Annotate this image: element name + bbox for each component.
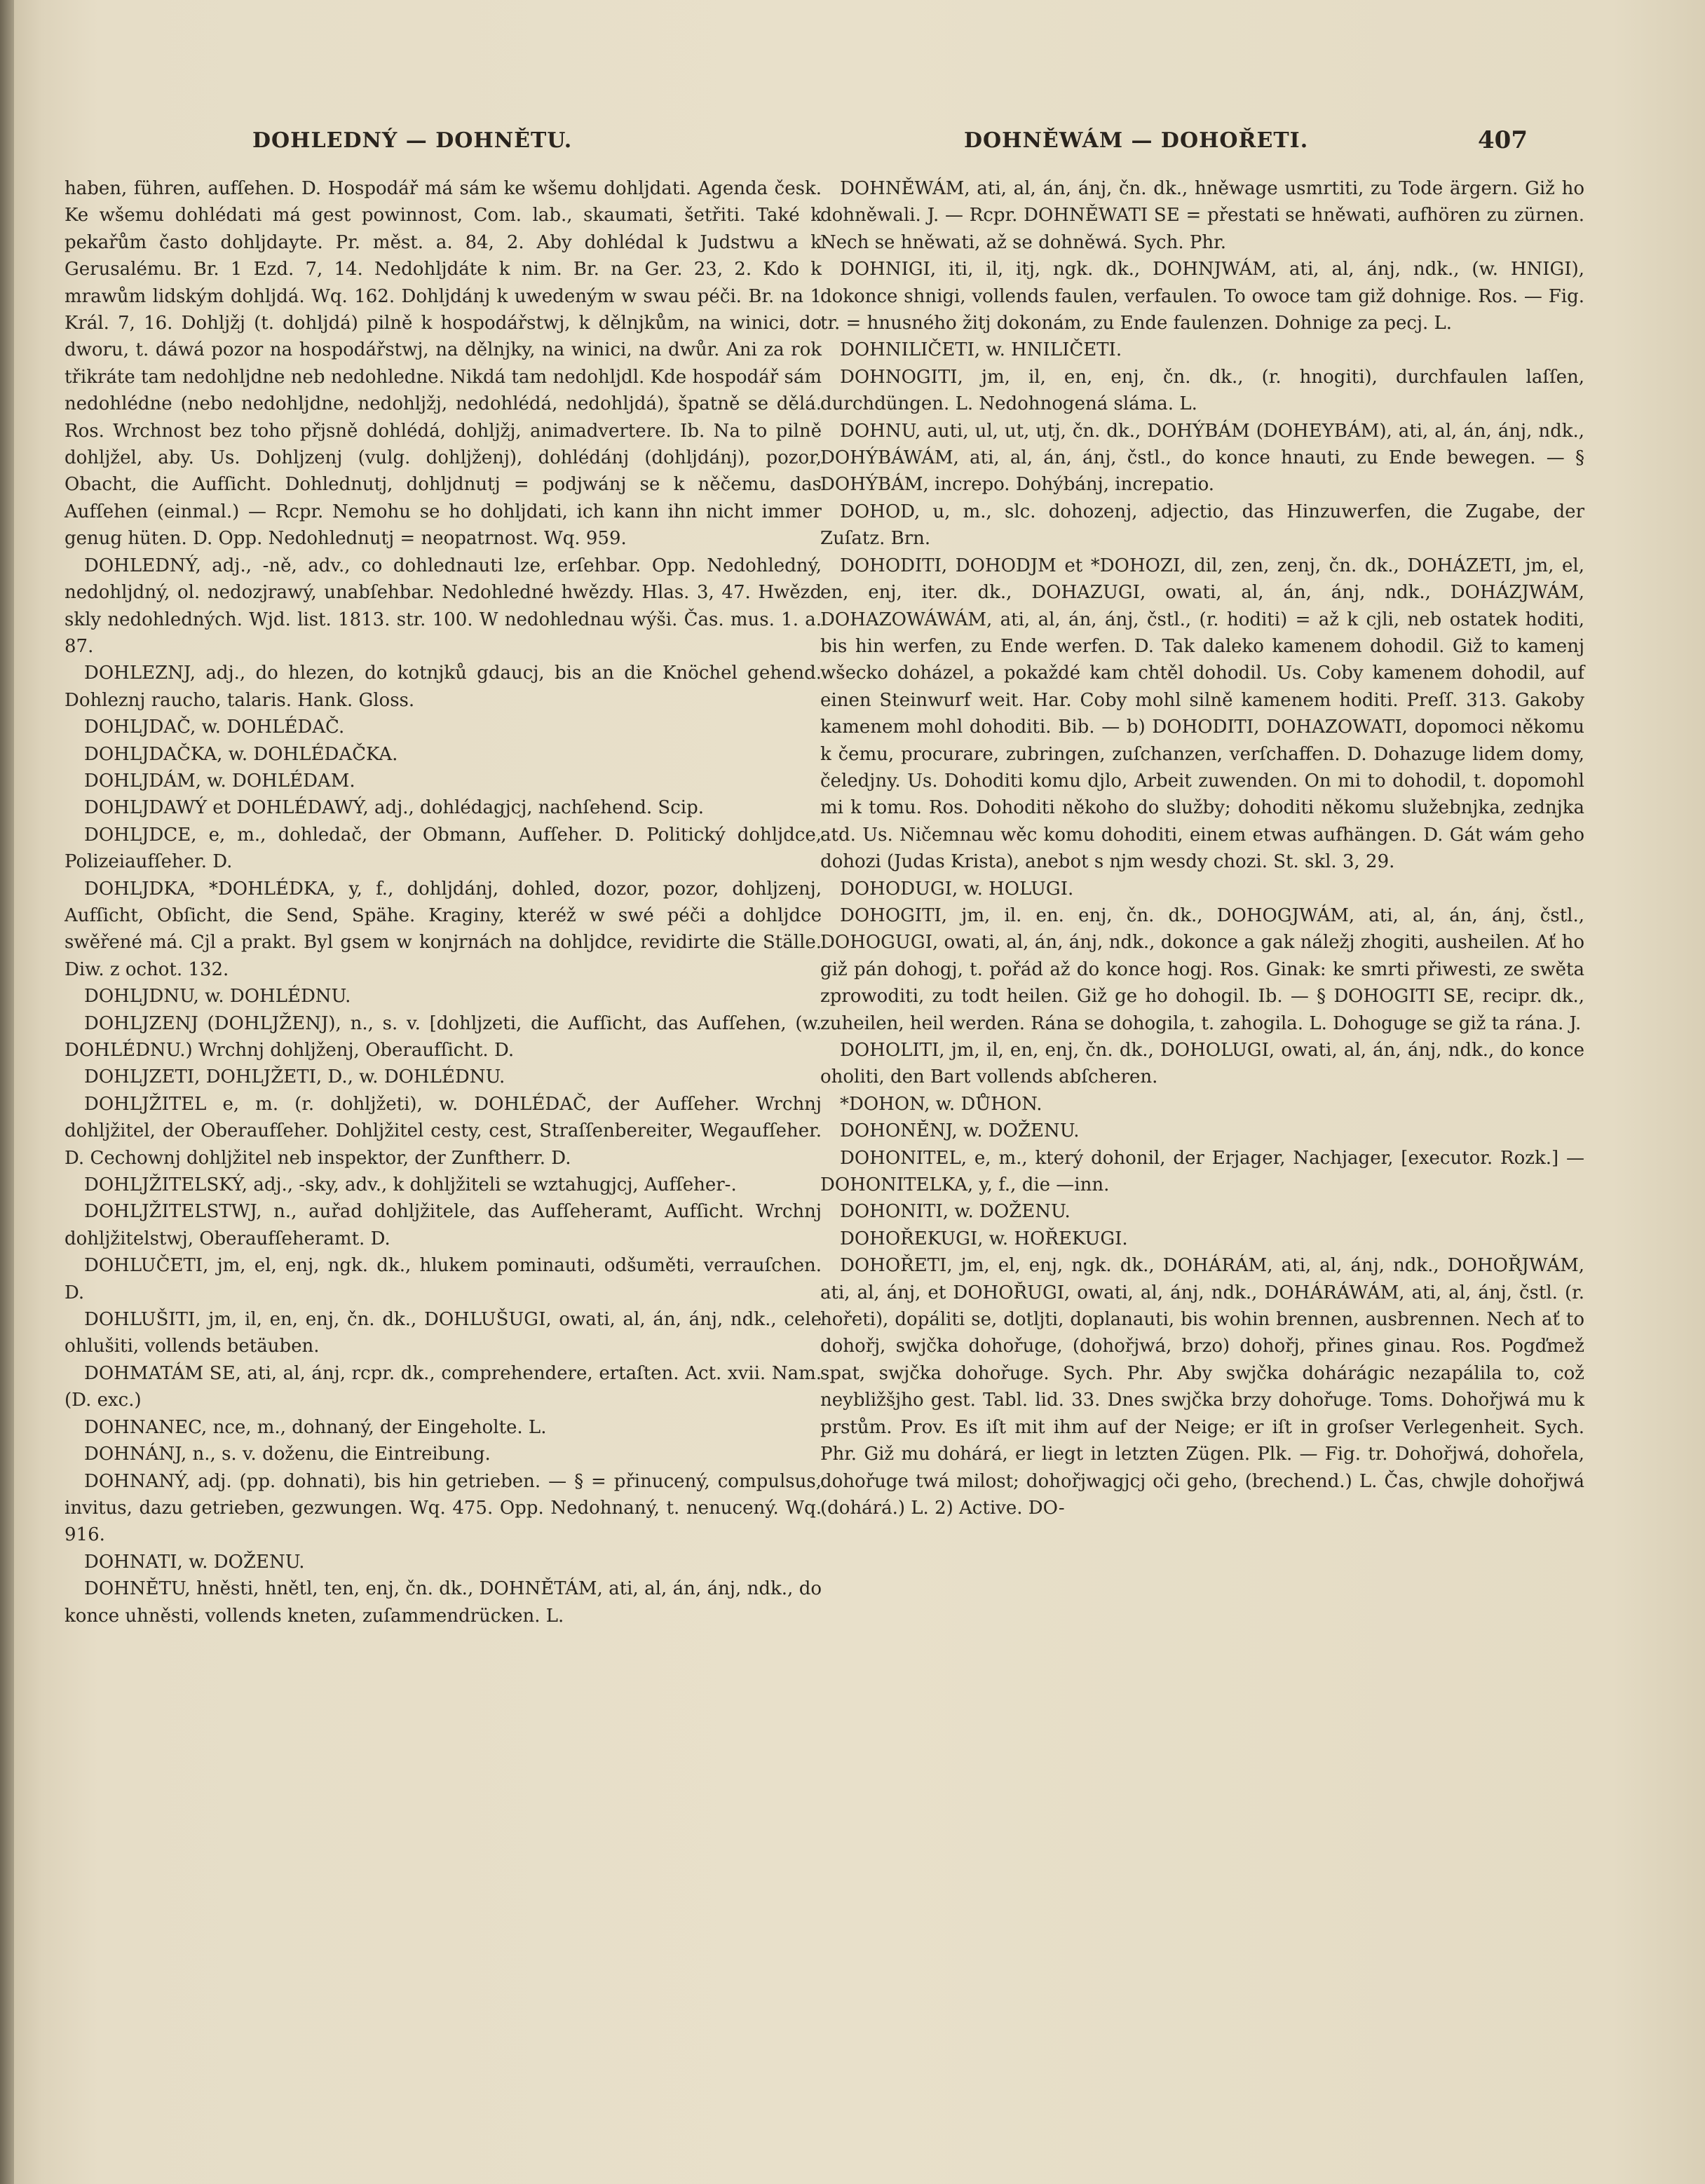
entry: DOHNANÝ, adj. (pp. dohnati), bis hin getrieben. — § = přinucený, compulsus, invitus, dazu getrieben, gezwungen. Wq. 475. Opp. Nedohnaný, t. nenucený. Wq. 916. xyxy=(64,1470,822,1546)
entry: DOHNANEC, nce, m., dohnaný, der Eingeholte. L. xyxy=(84,1416,547,1438)
entry: DOHONITEL, e, m., který dohonil, der Erjager, Nachjager, [executor. Rozk.] — DOHONITELKA, y, f., die —inn. xyxy=(820,1147,1584,1196)
entry: DOHLJDNU, w. DOHLÉDNU. xyxy=(84,986,351,1008)
entry: DOHOŘEKUGI, w. HOŘEKUGI. xyxy=(840,1228,1128,1249)
entry: DOHOD, u, m., slc. dohozenj, adjectio, das Hinzuwerfen, die Zugabe, der Zuſatz. Brn. xyxy=(820,501,1584,550)
entry: DOHONITI, w. DOŽENU. xyxy=(840,1201,1071,1223)
entry: DOHNOGITI, jm, il, en, enj, čn. dk., (r. hnogiti), durchfaulen laſſen, durchdüngen. L. Nedohnogená sláma. L. xyxy=(820,366,1584,415)
right-column xyxy=(820,175,1584,1521)
entry: DOHLJŽITELSTWJ, n., auřad dohljžitele, das Aufſeheramt, Aufſicht. Wrchnj dohljžitelstwj, Oberaufſeheramt. D. xyxy=(64,1201,822,1249)
entry: DOHNÁNJ, n., s. v. doženu, die Eintreibung. xyxy=(84,1444,491,1465)
entry: DOHOŘETI, jm, el, enj, ngk. dk., DOHÁRÁM, ati, al, ánj, ndk., DOHOŘJWÁM, ati, al, ánj, et DOHOŘUGI, owati, al, ánj, ndk., DOHÁRÁWÁM, ati, al, ánj, čstl. (r. hořeti), dopáliti se, dotljti, doplanauti, bis wohin brennen, ausbrennen. Nech ať to dohořj, swjčka dohořuge, (dohořjwá, brzo) dohořj, přines ginau. Ros. Pogďmež spat, swjčka dohořuge. Sych. Phr. Aby swjčka dohárágic nezapálila to, což neybližšjho gest. Tabl. lid. 33. Dnes swjčka brzy dohořuge. Toms. Dohořjwá mu k prstům. Prov. Es iſt mit ihm auf der Neige; er iſt in groſser Verlegenheit. Sych. Phr. Giž mu dohárá, er liegt in letzten Zügen. Plk. — Fig. tr. Dohořjwá, dohořela, dohořuge twá milost; dohořjwagjcj oči geho, (brechend.) L. Čas, chwjle dohořjwá (dohárá.) L. 2) Active. DO- xyxy=(820,1255,1584,1519)
entry: DOHLUŠITI, jm, il, en, enj, čn. dk., DOHLUŠUGI, owati, al, án, ánj, ndk., cele ohlušiti, vollends betäuben. xyxy=(64,1309,822,1357)
book-spine xyxy=(0,0,14,2184)
entry: DOHNIGI, iti, il, itj, ngk. dk., DOHNJWÁM, ati, al, ánj, ndk., (w. HNIGI), dokonce shnigi, vollends faulen, verfaulen. To owoce tam giž dohnige. Ros. — Fig. tr. = hnusného žitj dokonám, zu Ende faulenzen. Dohnige za pecj. L. xyxy=(820,259,1584,334)
entry: DOHODITI, DOHODJM et *DOHOZI, dil, zen, zenj, čn. dk., DOHÁZETI, jm, el, en, enj, iter. dk., DOHAZUGI, owati, al, án, ánj, ndk., DOHÁZJWÁM, DOHAZOWÁWÁM, ati, al, án, ánj, čstl., (r. hoditi) = až k cjli, neb ostatek hoditi, bis hin werfen, zu Ende werfen. D. Tak daleko kamenem dohodil. Giž to kamenj wšecko doházel, a pokaždé kam chtěl dohodil. Us. Coby kamenem dohodil, auf einen Steinwurf weit. Har. Coby mohl silně kamenem hoditi. Preſſ. 313. Gakoby kamenem mohl dohoditi. Bib. — b) DOHODITI, DOHAZOWATI, dopomoci někomu k čemu, procurare, zubringen, zuſchanzen, verſchaffen. D. Dohazuge lidem domy, čeledjny. Us. Dohoditi komu djlo, Arbeit zuwenden. On mi to dohodil, t. dopomohl mi k tomu. Ros. Dohoditi někoho do služby; dohoditi někomu služebnjka, zednjka atd. Us. Ničemnau wěc komu dohoditi, einem etwas aufhängen. D. Gát wám geho dohozi (Judas Krista), anebot s njm wesdy chozi. St. skl. 3, 29. xyxy=(820,555,1584,873)
entry: DOHLJŽITEL e, m. (r. dohljžeti), w. DOHLÉDAČ, der Aufſeher. Wrchnj dohljžitel, der Oberaufſeher. Dohljžitel cesty, cest, Straſſenbereiter, Wegaufſeher. D. Cechownj dohljžitel neb inspektor, der Zunftherr. D. xyxy=(64,1093,822,1169)
entry: DOHLJDKA, *DOHLÉDKA, y, f., dohljdánj, dohled, dozor, pozor, dohljzenj, Aufſicht, Obſicht, die Send, Spähe. Kraginy, kteréž w swé péči a dohljdce swěřené má. Cjl a prakt. Byl gsem w konjrnách na dohljdce, revidirte die Ställe. Diw. z ochot. 132. xyxy=(64,878,822,980)
entry: DOHLJDÁM, w. DOHLÉDAM. xyxy=(84,770,355,792)
entry: DOHNU, auti, ul, ut, utj, čn. dk., DOHÝBÁM (DOHEYBÁM), ati, al, án, ánj, ndk., DOHÝBÁWÁM, ati, al, án, ánj, čstl., do konce hnauti, zu Ende bewegen. — § DOHÝBÁM, increpo. Dohýbánj, increpatio. xyxy=(820,420,1584,496)
running-header-right: DOHNĚWÁM — DOHOŘETI. xyxy=(964,128,1309,153)
entry: DOHLEDNÝ, adj., -ně, adv., co dohlednauti lze, erſehbar. Opp. Nedohledný, nedohljdný, ol. nedozjrawý, unabſehbar. Nedohledné hwězdy. Hlas. 3, 47. Hwězd skly nedohledných. Wjd. list. 1813. str. 100. W nedohlednau wýši. Čas. mus. 1. a. 87. xyxy=(64,555,822,657)
entry: DOHNĚTU, hněsti, hnětl, ten, enj, čn. dk., DOHNĚTÁM, ati, al, án, ánj, ndk., do konce uhněsti, vollends kneten, zuſammendrücken. L. xyxy=(64,1578,822,1627)
entry: DOHMATÁM SE, ati, al, ánj, rcpr. dk., comprehendere, ertaſten. Act. xvii. Nam. (D. exc.) xyxy=(64,1362,822,1411)
entry: DOHLEZNJ, adj., do hlezen, do kotnjků gdaucj, bis an die Knöchel gehend. Dohleznj raucho, talaris. Hank. Gloss. xyxy=(64,663,822,711)
entry: DOHNATI, w. DOŽENU. xyxy=(84,1551,305,1573)
entry: DOHNILIČETI, w. HNILIČETI. xyxy=(840,339,1122,361)
entry: DOHLJDAČ, w. DOHLÉDAČ. xyxy=(84,717,345,738)
entry: DOHOGITI, jm, il. en. enj, čn. dk., DOHOGJWÁM, ati, al, án, ánj, čstl., DOHOGUGI, owati, al, án, ánj, ndk., dokonce a gak náležj zhogiti, ausheilen. Ať ho giž pán dohogj, t. pořád až do konce hogj. Ros. Ginak: ke smrti přiwesti, ze swěta zprowoditi, zu todt heilen. Giž ge ho dohogil. Ib. — § DOHOGITI SE, recipr. dk., zuheilen, heil werden. Rána se dohogila, t. zahogila. L. Dohoguge se giž ta rána. J. xyxy=(820,904,1584,1034)
entry: DOHLJŽITELSKÝ, adj., -sky, adv., k dohljžiteli se wztahugjcj, Aufſeher-. xyxy=(84,1174,737,1196)
entry: DOHNĚWÁM, ati, al, án, ánj, čn. dk., hněwage usmrtiti, zu Tode ärgern. Giž ho dohněwali. J. — Rcpr. DOHNĚWATI SE = přestati se hněwati, aufhören zu zürnen. Nech se hněwati, až se dohněwá. Sych. Phr. xyxy=(820,178,1584,253)
entry: DOHLJZENJ (DOHLJŽENJ), n., s. v. [dohljzeti, die Aufſicht, das Aufſehen, (w. DOHLÉDNU.) Wrchnj dohljženj, Oberaufſicht. D. xyxy=(64,1012,822,1061)
entry: DOHOLITI, jm, il, en, enj, čn. dk., DOHOLUGI, owati, al, án, ánj, ndk., do konce oholiti, den Bart vollends abſcheren. xyxy=(820,1040,1584,1088)
entry: DOHODUGI, w. HOLUGI. xyxy=(840,878,1074,900)
entry: DOHLJDCE, e, m., dohledač, der Obmann, Aufſeher. D. Politický dohljdce, Polizeiaufſeher. D. xyxy=(64,824,822,873)
left-column xyxy=(64,175,822,1629)
entry: DOHLJDAWÝ et DOHLÉDAWÝ, adj., dohlédagjcj, nachſehend. Scip. xyxy=(84,797,705,819)
entry: *DOHON, w. DŮHON. xyxy=(840,1093,1042,1115)
entry: DOHONĚNJ, w. DOŽENU. xyxy=(840,1120,1080,1142)
entry: DOHLUČETI, jm, el, enj, ngk. dk., hlukem pominauti, odšuměti, verrauſchen. D. xyxy=(64,1255,822,1303)
entry: DOHLJZETI, DOHLJŽETI, D., w. DOHLÉDNU. xyxy=(84,1066,505,1088)
entry-continuation: haben, führen, aufſehen. D. Hospodář má sám ke wšemu dohljdati. Agenda česk. Ke wšemu dohlédati má gest powinnost, Com. lab., skaumati, šetřiti. Také k pekařům často dohljdayte. Pr. měst. a. 84, 2. Aby dohlédal k Judstwu a k Gerusalému. Br. 1 Ezd. 7, 14. Nedohljdáte k nim. Br. na Ger. 23, 2. Kdo k mrawům lidským dohljdá. Wq. 162. Dohljdánj k uwedeným w swau péči. Br. na 1 Král. 7, 16. Dohljžj (t. dohljdá) pilně k hospodářstwj, k dělnjkům, na winici, do dworu, t. dáwá pozor na hospodářstwj, na dělnjky, na winici, na dwůr. Ani za rok třikráte tam nedohljdne neb nedohledne. Nikdá tam nedohljdl. Kde hospodář sám nedohlédne (nebo nedohljdne, nedohljžj, nedohlédá, nedohljdá), špatně se dělá. Ros. Wrchnost bez toho přjsně dohlédá, dohljžj, animadvertere. Ib. Na to pilně dohljžel, aby. Us. Dohljzenj (vulg. dohljženj), dohlédánj (dohljdánj), pozor, Obacht, die Aufſicht. Dohlednutj, dohljdnutj = podjwánj se k něčemu, das Aufſehen (einmal.) — Rcpr. Nemohu se ho dohljdati, ich kann ihn nicht immer genug hüten. D. Opp. Nedohlednutj = neopatrnost. Wq. 959. xyxy=(64,178,822,550)
running-header-left: DOHLEDNÝ — DOHNĚTU. xyxy=(252,128,573,153)
entry: DOHLJDAČKA, w. DOHLÉDAČKA. xyxy=(84,743,398,765)
page-number: 407 xyxy=(1478,126,1528,154)
